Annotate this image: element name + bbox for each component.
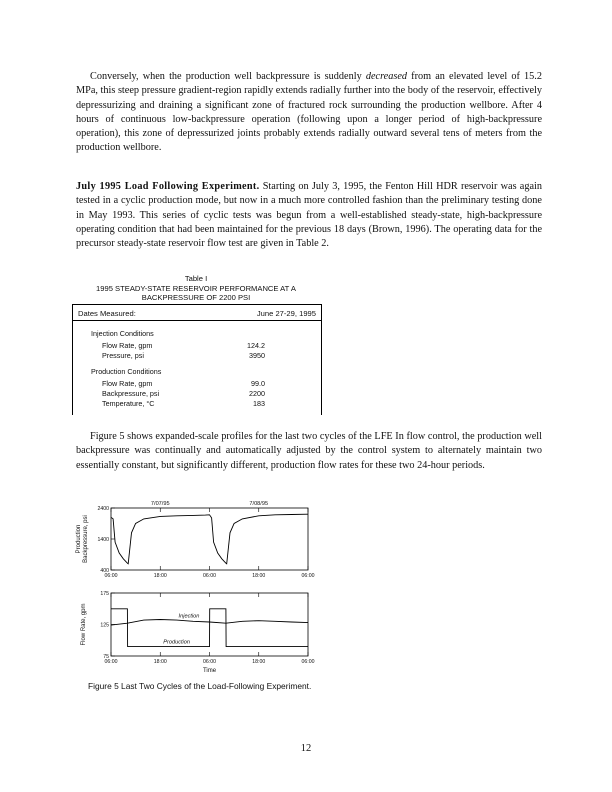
data-table — [72, 304, 322, 415]
production-backpressure-label: Backpressure, psi — [102, 389, 160, 398]
series-line-backpressure — [111, 514, 308, 564]
y-tick-label: 75 — [103, 654, 109, 660]
production-temperature-value: 183 — [253, 399, 265, 408]
table-caption-line-2: 1995 STEADY-STATE RESERVOIR PERFORMANCE AT A — [96, 283, 296, 293]
y-axis-label: Flow Rate, gpm — [81, 603, 87, 646]
p1-text-after: from an elevated level of 15.2 MPa, this steep pressure gradient-region rapidly extends radially further into the body of the reservoir, effectively depressurizing and draining a significant zone of fractured rock surrounding the production wellbore. After 4 hours of continuous low-backpressure operation (following upon a longer period of high-backpressure operation), this zone of depressurized joints probably extends radially outward several tens of meters from the production wellbore. — [76, 71, 542, 154]
x-tick-label: 06:00 — [104, 659, 118, 665]
y-axis-label-line-1: Production — [76, 524, 82, 554]
page-number: 12 — [300, 743, 312, 754]
series-line-production — [111, 609, 308, 647]
table-caption-title: Table I — [184, 274, 208, 283]
date-label: 7/07/95 — [150, 501, 170, 507]
injection-pressure-value: 3950 — [249, 351, 265, 360]
backpressure-chart — [76, 501, 315, 579]
p1-emphasis: decreased — [365, 71, 408, 82]
table-caption-line-3: BACKPRESSURE OF 2200 PSI — [141, 293, 251, 302]
p2-text: Starting on July 3, 1995, the Fenton Hill HDR reservoir was again tested in a cyclic production mode, but now in a much more controlled fashion than the preliminary testing done in May 1993. This series of cyclic tests was begun from a well-established steady-state, high-backpressure operating condition that had been maintained for the previous 18 days (Brown, 1996). The operating data for the precursor steady-state reservoir flow test are given in Table 2. — [76, 181, 542, 250]
x-tick-label: 18:00 — [153, 659, 167, 665]
p3-text: Figure 5 shows expanded-scale profiles for the last two cycles of the LFE In flow control, the production well backpressure was continually and automatically adjusted by the control system to alternately maintain two essentially constant, but significantly different, production flow rates for these two 24-hour periods. — [76, 431, 542, 471]
y-axis-label-line-2: Backpressure, psi — [83, 515, 89, 563]
x-tick-label: 06:00 — [301, 659, 315, 665]
section-heading: July 1995 Load Following Experiment. — [76, 181, 260, 192]
production-flow-label: Flow Rate, gpm — [102, 379, 153, 388]
production-heading: Production Conditions — [91, 367, 162, 376]
plot-frame — [111, 508, 308, 570]
x-tick-label: 18:00 — [252, 573, 266, 579]
flow-rate-chart — [81, 591, 315, 674]
y-tick-label: 175 — [100, 591, 109, 597]
x-tick-label: 18:00 — [252, 659, 266, 665]
injection-heading: Injection Conditions — [91, 329, 154, 338]
date-label: 7/08/95 — [249, 501, 269, 507]
production-flow-value: 99.0 — [251, 379, 265, 388]
paragraph-1 — [76, 70, 542, 156]
table-caption — [72, 274, 320, 303]
figure-caption: Figure 5 Last Two Cycles of the Load-Following Experiment. — [88, 681, 312, 691]
x-tick-label: 06:00 — [104, 573, 118, 579]
y-tick-label: 1400 — [97, 537, 109, 543]
production-backpressure-value: 2200 — [249, 389, 265, 398]
x-tick-label: 18:00 — [153, 573, 167, 579]
y-tick-label: 125 — [100, 622, 109, 629]
paragraph-2 — [76, 180, 542, 251]
injection-pressure-label: Pressure, psi — [102, 351, 144, 360]
injection-flow-label: Flow Rate, gpm — [102, 341, 153, 350]
table-header — [73, 305, 321, 321]
x-axis-label: Time — [202, 668, 217, 674]
dates-value: June 27-29, 1995 — [256, 309, 316, 318]
y-tick-label: 400 — [100, 568, 109, 574]
x-tick-label: 06:00 — [203, 659, 216, 665]
dates-label: Dates Measured: — [78, 309, 136, 318]
paragraph-3 — [76, 430, 542, 473]
production-temperature-label: Temperature, °C — [102, 399, 155, 408]
figure-5 — [0, 492, 612, 692]
injection-series-label: Injection — [178, 613, 200, 620]
y-tick-label: 2400 — [97, 506, 109, 512]
injection-flow-value: 124.2 — [247, 341, 265, 350]
p1-text-before: Conversely, when the production well backpressure is suddenly — [90, 71, 366, 82]
production-series-label: Production — [163, 639, 191, 646]
x-tick-label: 06:00 — [203, 573, 216, 579]
x-tick-label: 06:00 — [301, 573, 315, 579]
